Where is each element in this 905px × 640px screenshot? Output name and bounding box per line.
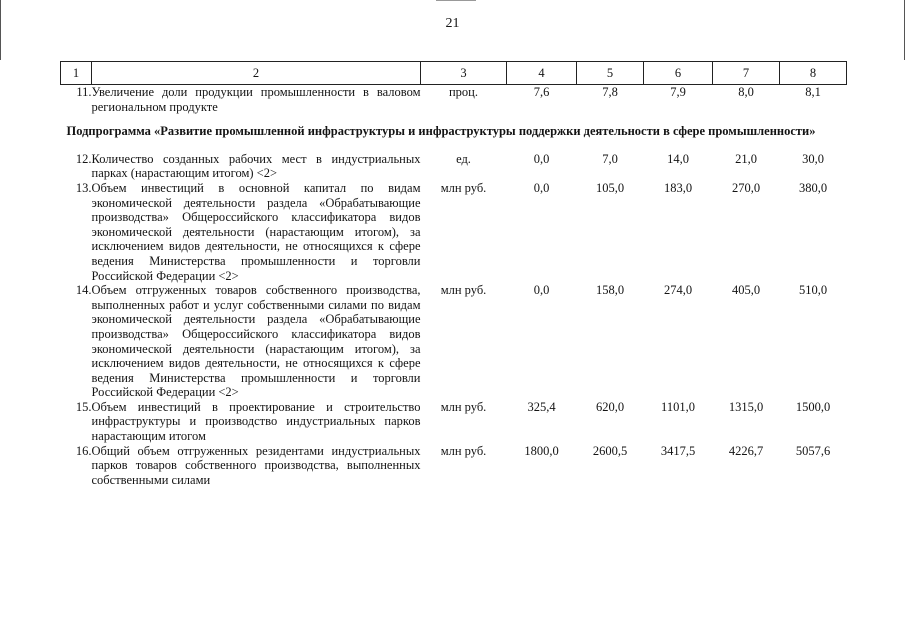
value-cell: 2600,5: [592, 443, 628, 458]
value-cell: 7,0: [602, 151, 618, 166]
value-cell: 1101,0: [661, 399, 695, 414]
value-cell: 274,0: [663, 283, 693, 298]
table-row: [61, 181, 847, 283]
indicators-table: [60, 61, 847, 487]
value-cell: 325,4: [527, 399, 556, 414]
value-cell: 105,0: [595, 180, 625, 195]
column-header: 4: [507, 62, 577, 85]
column-header: 1: [61, 62, 92, 85]
unit-cell: ед.: [456, 151, 471, 166]
column-header: 5: [577, 62, 644, 85]
value-cell: 0,0: [533, 180, 550, 195]
indicator-name: Общий объем отгруженных резидентами индустриальных парков товаров собственного производства, выполненных собственными силами: [91, 443, 421, 487]
value-cell: 14,0: [667, 151, 689, 166]
column-header: 7: [713, 62, 780, 85]
row-number: 12.: [75, 151, 92, 166]
subprogram-row: [61, 114, 847, 152]
row-number: 11.: [76, 85, 92, 99]
value-cell: 510,0: [798, 283, 828, 298]
indicator-name: Увеличение доли продукции промышленности в валовом региональном продукте: [91, 85, 421, 114]
row-number: 16.: [75, 443, 92, 458]
indicator-name: Объем инвестиций в основной капитал по видам экономической деятельности раздела «Обрабатывающие производства» Общероссийского классификатора видов экономической деятельности (нарастающим итогом), за исключением видов деятельности, не относящихся к сфере ведения Министерства промышленности и торговли Российской Федерации <2>: [91, 180, 421, 283]
value-cell: 620,0: [595, 399, 625, 414]
value-cell: 7,8: [602, 85, 618, 99]
value-cell: 7,9: [670, 85, 686, 99]
value-cell: 380,0: [798, 180, 828, 195]
table-row: [61, 85, 847, 115]
value-cell: 0,0: [533, 151, 550, 166]
unit-cell: млн руб.: [440, 283, 487, 298]
indicator-name: Количество созданных рабочих мест в индустриальных парках (нарастающим итогом) <2>: [91, 151, 421, 181]
column-header: 2: [92, 62, 421, 85]
unit-cell: проц.: [448, 85, 478, 99]
value-cell: 1500,0: [795, 399, 831, 414]
value-cell: 3417,5: [660, 443, 696, 458]
value-cell: 270,0: [731, 180, 761, 195]
value-cell: 30,0: [802, 151, 824, 166]
value-cell: 8,0: [738, 85, 754, 99]
table-row: [61, 400, 847, 444]
value-cell: 158,0: [595, 283, 625, 298]
value-cell: 7,6: [533, 85, 550, 99]
value-cell: 0,0: [533, 283, 550, 298]
value-cell: 5057,6: [795, 443, 831, 458]
row-number: 14.: [75, 283, 92, 298]
indicator-name: Объем отгруженных товаров собственного производства, выполненных работ и услуг собственными силами по видам экономической деятельности раздела «Обрабатывающие производства» Общероссийского классификатора видов экономической деятельности (нарастающим итогом), за исключением видов деятельности, не относящихся к сфере ведения Министерства промышленности и торговли Российской Федерации <2>: [91, 283, 421, 400]
value-cell: 8,1: [805, 85, 821, 99]
value-cell: 405,0: [731, 283, 761, 298]
column-header: 6: [644, 62, 713, 85]
top-rule: [436, 0, 476, 1]
row-number: 15.: [75, 399, 92, 414]
unit-cell: млн руб.: [440, 399, 487, 414]
unit-cell: млн руб.: [440, 180, 487, 195]
table-row: [61, 444, 847, 488]
value-cell: 21,0: [735, 151, 757, 166]
table-row: [61, 283, 847, 400]
table-row: [61, 152, 847, 181]
column-header: 3: [421, 62, 507, 85]
row-number: 13.: [75, 180, 92, 195]
unit-cell: млн руб.: [440, 443, 487, 458]
value-cell: 4226,7: [728, 443, 764, 458]
page-number: 21: [445, 16, 460, 31]
value-cell: 1315,0: [728, 399, 764, 414]
value-cell: 183,0: [663, 180, 693, 195]
indicator-name: Объем инвестиций в проектирование и строительство инфраструктуры и производство индустриальных парков нарастающим итогом: [91, 399, 421, 444]
value-cell: 1800,0: [524, 443, 559, 458]
column-header: 8: [780, 62, 847, 85]
subprogram-title: Подпрограмма «Развитие промышленной инфраструктуры и инфраструктуры поддержки деятельности в сфере промышленности»: [66, 124, 816, 139]
column-header-row: [61, 62, 847, 85]
